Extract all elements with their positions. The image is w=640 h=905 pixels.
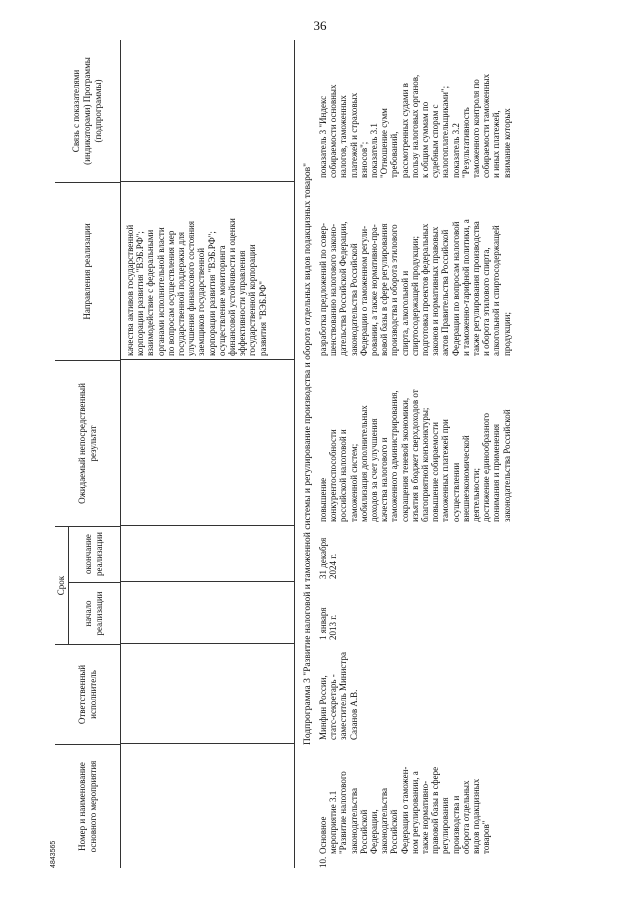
header-link: Связь с показателями (индикаторами) Программы (подпрограммы): [71, 57, 103, 165]
continued-directions: качества активов государственной корпорации развития "ВЭБ.РФ"; взаимодействие с федеральными органами исполнительной власти по вопросам осуществления мер государственной поддержки для улучшения финансового состояния заемщиков государственной корпорации развития "ВЭБ.РФ"; осуществление мониторинга финансовой устойчивости и оценки эффективности управления государственной корпорации развития "ВЭБ.РФ": [125, 218, 268, 356]
row-start: 1 января 2013 г.: [318, 607, 339, 640]
section-divider: [294, 40, 295, 868]
header-name: Номер и наименование основного мероприятия: [55, 744, 120, 868]
row-end: 31 декабря 2024 г.: [318, 537, 339, 579]
document-code: 4843565: [50, 840, 57, 868]
row-result: повышение конкурентоспособности российской налоговой и таможенной систем; мобилизация дополнительных доходов за счет улучшения качества налогового и таможенного администрирования, сокращения теневой экономики, изъятия в бюджет сверхдоходов от благоприятной конъюнктуры; повышение собираемости таможенных платежей при осуществлении внешнеэкономической деятельности; достижение единообразного понимания и применения законодательства Российской: [318, 389, 512, 522]
table-header: [55, 40, 121, 868]
col-divider: [120, 643, 294, 644]
header-end: окончание реализации: [83, 532, 104, 576]
col-divider: [120, 181, 294, 182]
header-directions: Направления реализации: [55, 182, 120, 360]
header-result: Ожидаемый непосредственный результат: [55, 360, 120, 526]
col-divider: [120, 743, 294, 744]
col-divider: [120, 581, 294, 582]
row-directions: разработка предложений по совер- шенствованию налогового законо- дательства Российской Федерации, законодательства Российской Федерации о таможенном регули- ровании, а также нормативно-пра- вовой базы в сфере регулирования производства и оборота этилового спирта, алкогольной и спиртосодержащей продукции; подготовка проектов федеральных законов и нормативных правовых актов Правительства Российской Федерации по вопросам налоговой и таможенно-тарифной политики, а также регулирования производства и оборота этилового спирта, алкогольной и спиртосодержащей продукции;: [318, 219, 512, 356]
header-term-group: [55, 526, 120, 644]
col-divider: [120, 525, 294, 526]
row-link: показатель 3 "Индекс собираемости основных налогов, таможенных платежей и страховых взносов"; показатель 3.1 "Отношение сумм требований, рассмотренных судами в пользу налоговых органов, к общим суммам по судебным спорам с налогоплательщиками"; показатель 3.2 "Результативность таможенного контроля по собираемости таможенных и иных платежей, взимание которых: [318, 73, 512, 178]
subprogram-title: Подпрограмма 3 "Развитие налоговой и таможенной системы и регулирование производства и оборота отдельных видов подакцизных товаров": [303, 162, 313, 746]
row-name: Основное мероприятие 3.1 "Развитие налогового законодательства Российской Федерации, законодательства Российской Федерации о таможен- ном регулировании, а также нормативно- правовой базы в сфере регулирования производства и оборота отдельных видов подакцизных товаров": [318, 766, 492, 854]
header-start: начало реализации: [68, 582, 120, 644]
col-divider: [120, 359, 294, 360]
row-number: 10.: [318, 856, 328, 868]
page-number: 36: [313, 18, 327, 33]
header-responsible: Ответственный исполнитель: [55, 644, 120, 744]
header-term: Срок: [55, 527, 69, 644]
row-responsible: Минфин России, статс-секретарь - заместитель Министра Сазанов А.В.: [318, 652, 359, 740]
rotated-table: [55, 40, 600, 868]
